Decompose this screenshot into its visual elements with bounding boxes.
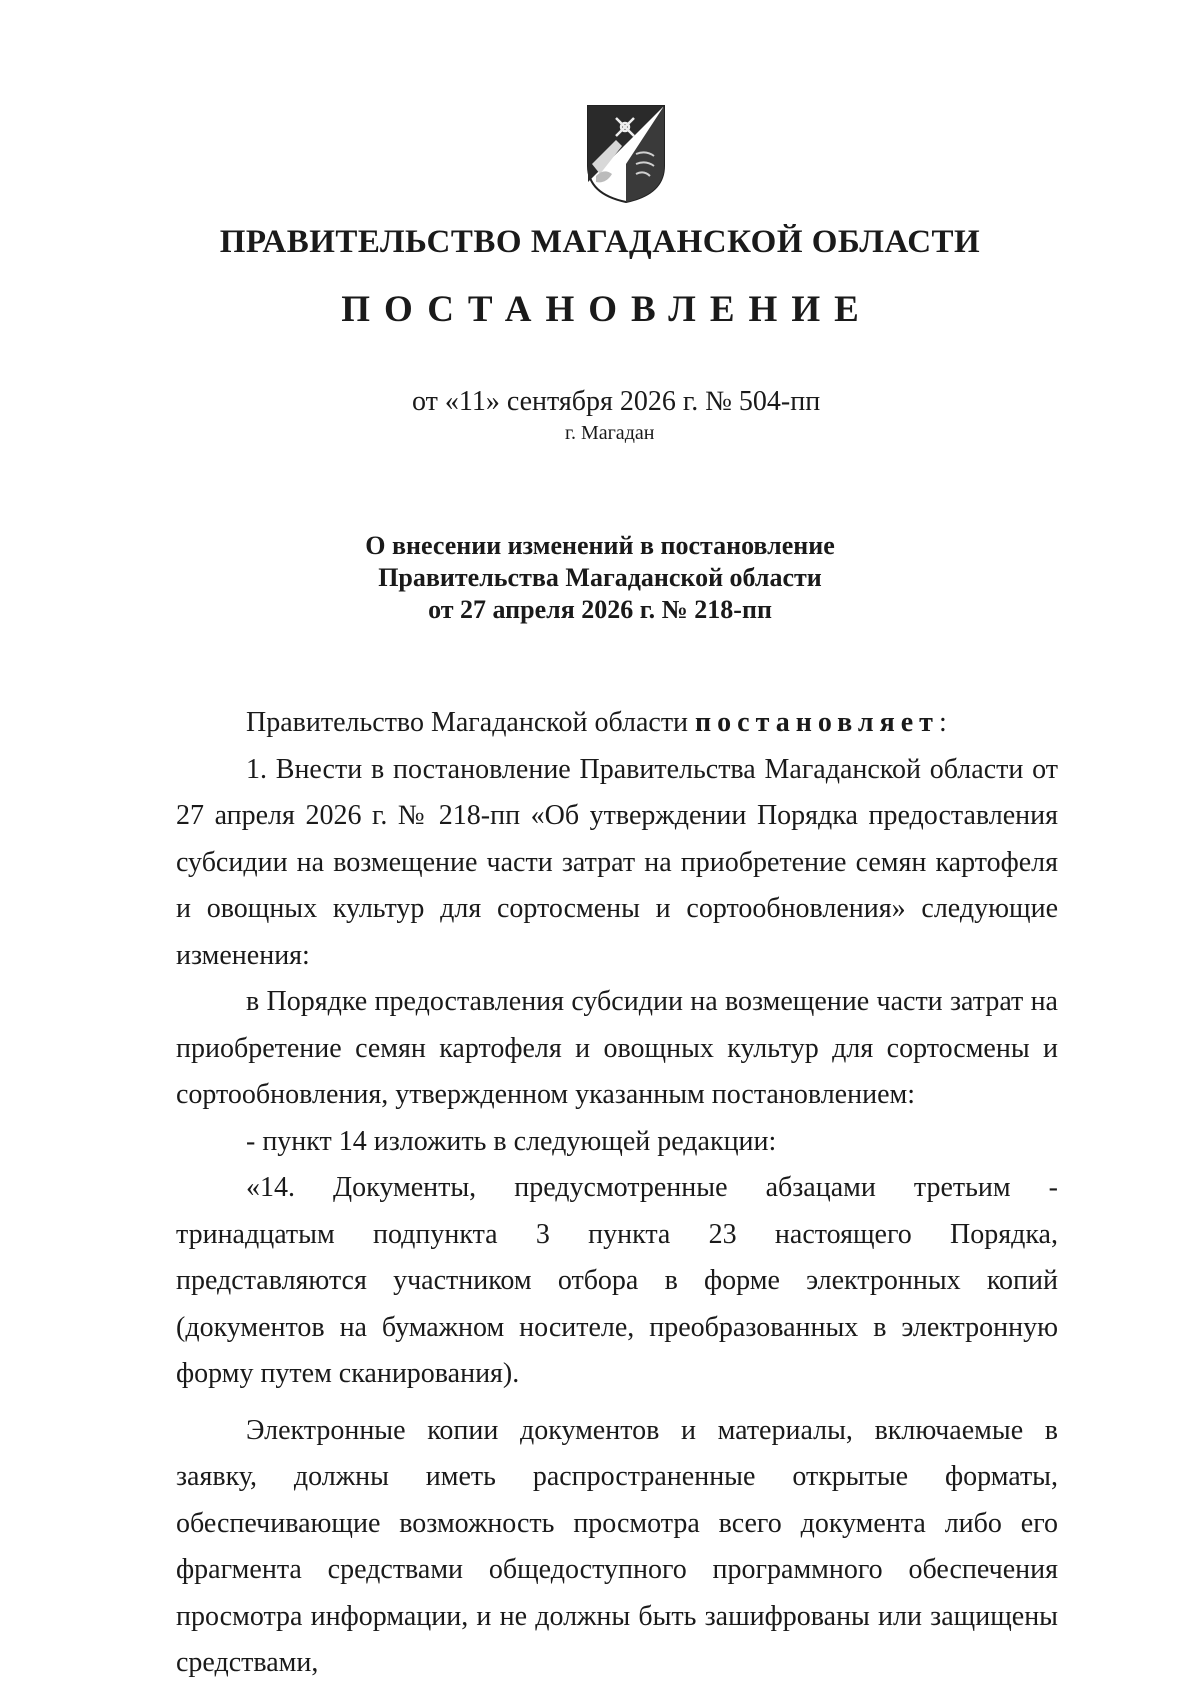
opening-prefix: Правительство Магаданской области bbox=[246, 707, 689, 738]
clause-paragraph: «14. Документы, предусмотренные абзацами третьим - тринадцатым подпункта 3 пункта 23 настоящего Порядка, представляются участником отбора в форме электронных копий (документов на бумажном носителе, преобразованных в электронную форму путем сканирования). bbox=[176, 1172, 1058, 1389]
clause-paragraph: в Порядке предоставления субсидии на возмещение части затрат на приобретение семян картофеля и овощных культур для сортосмены и сортообновления, утвержденном указанным постановлением: bbox=[176, 986, 1058, 1110]
subject-line: О внесении изменений в постановление bbox=[365, 531, 835, 560]
clause-paragraph: - пункт 14 изложить в следующей редакции: bbox=[246, 1125, 777, 1157]
document-body bbox=[176, 700, 1058, 1687]
opening-suffix: : bbox=[938, 707, 947, 738]
subject-line: от 27 апреля 2026 г. № 218-пп bbox=[428, 595, 772, 624]
clause-paragraph: Электронные копии документов и материалы, включаемые в заявку, должны иметь распространенные открытые форматы, обеспечивающие возможность просмотра всего документа либо его фрагмента средствами общедоступного программного обеспечения просмотра информации, и не должны быть зашифрованы или защищены средствами, bbox=[176, 1414, 1058, 1678]
opening-paragraph bbox=[176, 700, 1058, 747]
coat-of-arms-icon bbox=[586, 104, 666, 204]
clause-paragraph: 1. Внести в постановление Правительства Магаданской области от 27 апреля 2026 г. № 218-пп «Об утверждении Порядка предоставления субсидии на возмещение части затрат на приобретение семян картофеля и овощных культур для сортосмены и сортообновления» следующие изменения: bbox=[176, 753, 1058, 971]
operative-verb: постановляет bbox=[695, 707, 939, 738]
document-place: г. Магадан bbox=[565, 422, 655, 444]
document-type-heading: ПОСТАНОВЛЕНИЕ bbox=[341, 289, 873, 330]
document-subject bbox=[0, 530, 1200, 626]
subject-line: Правительства Магаданской области bbox=[378, 563, 822, 592]
government-title: ПРАВИТЕЛЬСТВО МАГАДАНСКОЙ ОБЛАСТИ bbox=[219, 224, 981, 260]
document-date-number: от «11» сентября 2026 г. № 504-пп bbox=[412, 386, 821, 417]
